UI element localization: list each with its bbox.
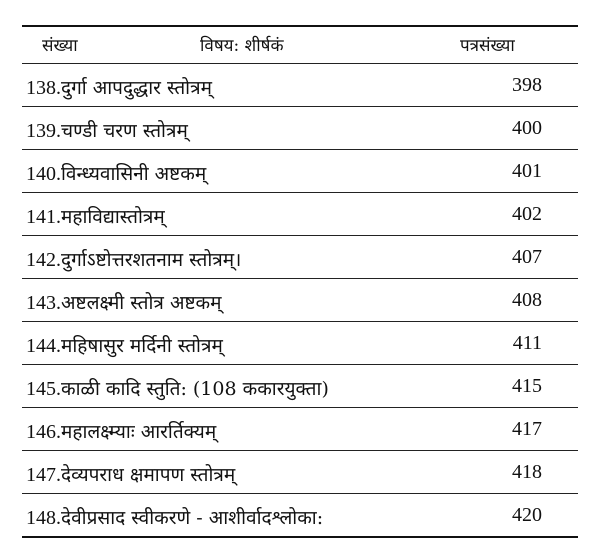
bottom-rule <box>22 536 578 538</box>
entry-text: दुर्गाऽष्टोत्तरशतनाम स्तोत्रम्। <box>61 249 242 271</box>
entry-text: दुर्गा आपदुद्धार स्तोत्रम् <box>61 77 212 99</box>
entry-title <box>26 160 206 186</box>
table-row <box>22 193 578 235</box>
entry-number: 140. <box>26 163 61 185</box>
entry-text: महाविद्यास्तोत्रम् <box>61 206 165 228</box>
table-header <box>22 27 578 63</box>
table-row <box>22 150 578 192</box>
entry-number: 147. <box>26 464 61 486</box>
table-row <box>22 365 578 407</box>
entry-number: 139. <box>26 120 61 142</box>
entry-text: विन्ध्यवासिनी अष्टकम् <box>61 163 207 185</box>
entry-page: 401 <box>512 160 542 182</box>
entry-title <box>26 375 329 401</box>
entry-page: 407 <box>512 246 542 268</box>
entry-text: देव्यपराध क्षमापण स्तोत्रम् <box>61 464 236 486</box>
entry-text: महिषासुर मर्दिनी स्तोत्रम् <box>61 335 223 357</box>
entry-page: 408 <box>512 289 542 311</box>
entry-number: 142. <box>26 249 61 271</box>
entry-page: 400 <box>512 117 542 139</box>
entry-title <box>26 504 323 530</box>
table-row <box>22 64 578 106</box>
entry-title <box>26 117 188 143</box>
entry-page: 417 <box>512 418 542 440</box>
entry-text: देवीप्रसाद स्वीकरणे - आशीर्वादश्लोका: <box>61 507 324 529</box>
entry-number: 141. <box>26 206 61 228</box>
table-of-contents <box>22 25 578 538</box>
table-row <box>22 279 578 321</box>
entry-title <box>26 418 216 444</box>
entry-number: 138. <box>26 77 61 99</box>
table-row <box>22 408 578 450</box>
entry-page: 415 <box>512 375 542 397</box>
entry-page: 402 <box>512 203 542 225</box>
entry-number: 148. <box>26 507 61 529</box>
table-row <box>22 236 578 278</box>
entry-text: अष्टलक्ष्मी स्तोत्र अष्टकम् <box>61 292 222 314</box>
entry-title <box>26 289 222 315</box>
entry-page: 418 <box>512 461 542 483</box>
entry-title <box>26 74 212 100</box>
table-row <box>22 451 578 493</box>
entry-text: चण्डी चरण स्तोत्रम् <box>61 120 188 142</box>
entry-title <box>26 332 223 358</box>
subject-column-header: विषय: शीर्षकं <box>200 36 284 56</box>
number-column-header: संख्या <box>42 36 78 56</box>
entry-page: 411 <box>512 332 542 354</box>
table-row <box>22 494 578 536</box>
entry-text: महालक्ष्म्याः आरर्तिक्यम् <box>61 421 217 443</box>
entry-title <box>26 461 235 487</box>
table-row <box>22 107 578 149</box>
table-row <box>22 322 578 364</box>
page-column-header: पत्रसंख्या <box>460 36 515 56</box>
entry-number: 144. <box>26 335 61 357</box>
entry-number: 143. <box>26 292 61 314</box>
entry-text: काळी कादि स्तुति: (108 ककारयुक्ता) <box>61 378 329 400</box>
entry-page: 398 <box>512 74 542 96</box>
entry-title <box>26 246 241 272</box>
entry-page: 420 <box>512 504 542 526</box>
entry-number: 146. <box>26 421 61 443</box>
entry-title <box>26 203 165 229</box>
entry-number: 145. <box>26 378 61 400</box>
